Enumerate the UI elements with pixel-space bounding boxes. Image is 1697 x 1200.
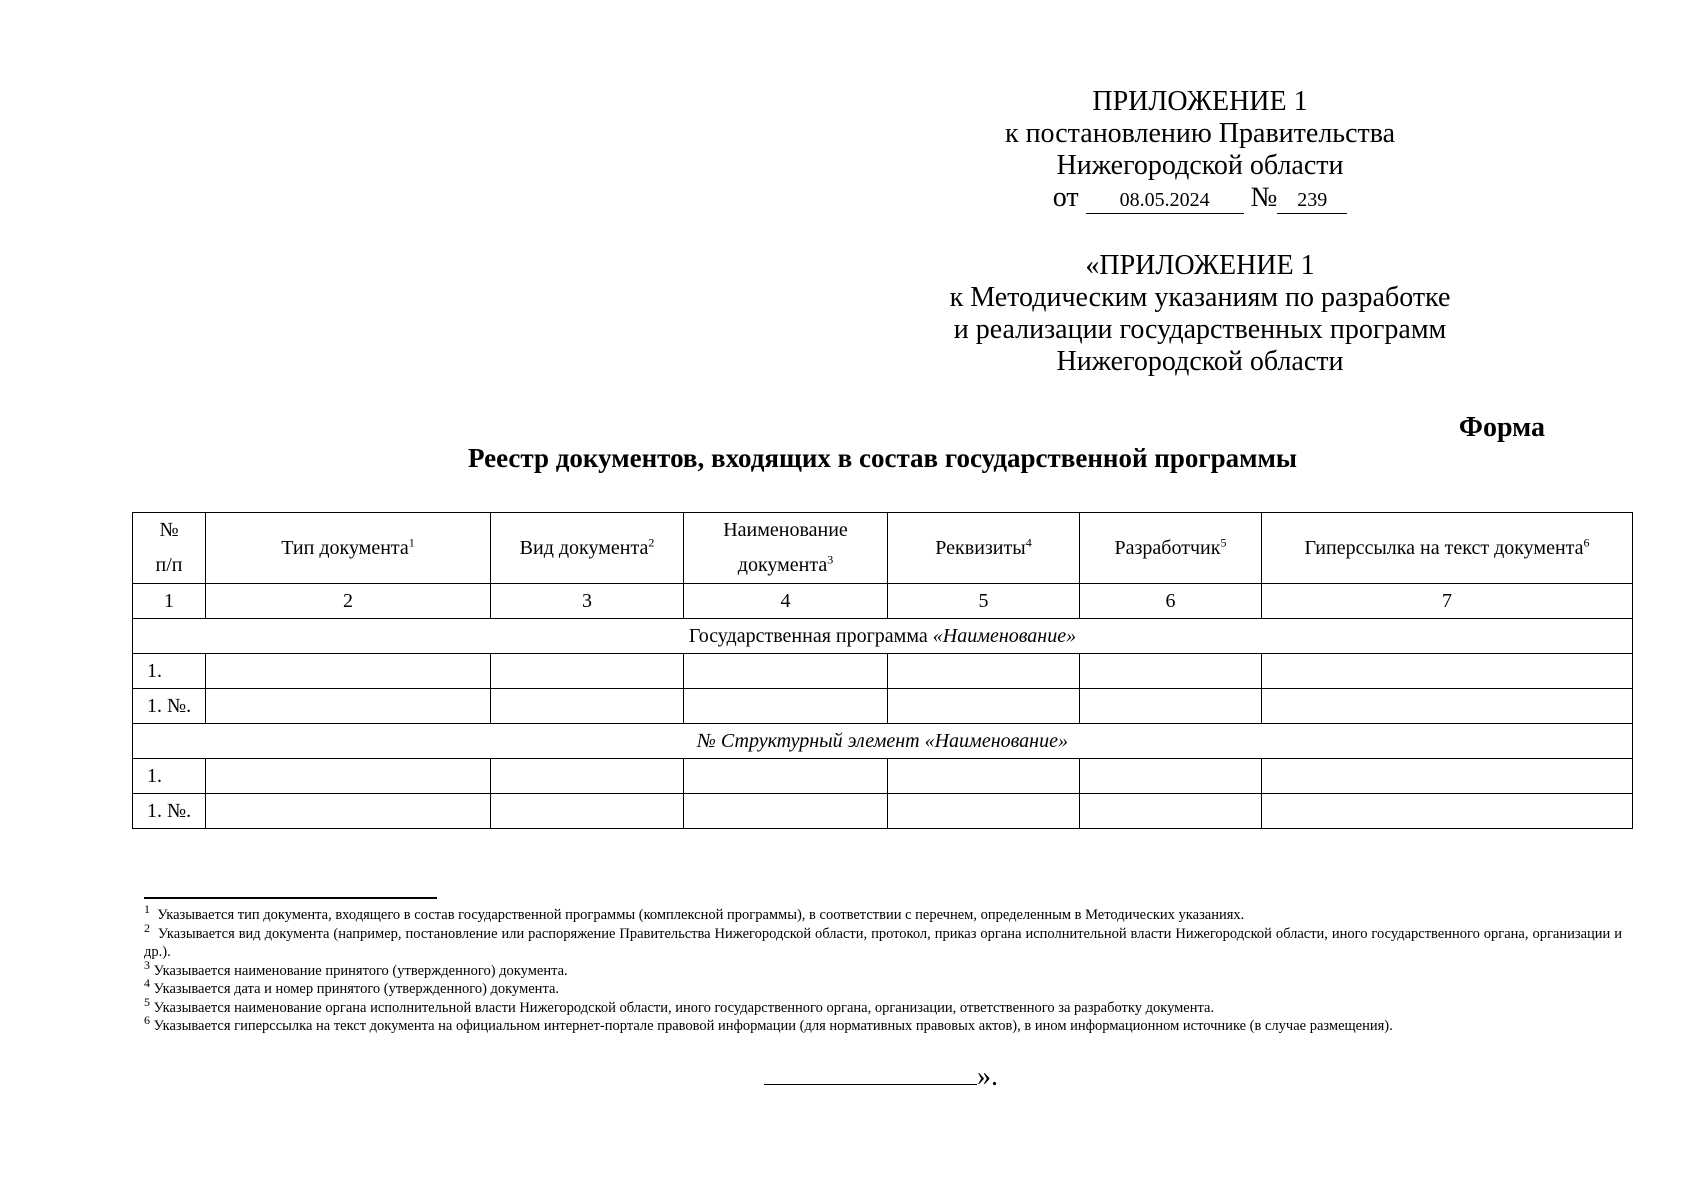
footnote-3: $^3$ Указывается наименование принятого (утвержденного) документа. — [144, 957, 568, 979]
empty-cell — [684, 654, 888, 689]
date-number-line — [930, 182, 1470, 214]
row-number: 1. — [133, 654, 206, 689]
empty-cell — [1262, 794, 1633, 829]
empty-cell — [1262, 654, 1633, 689]
column-number-row — [133, 584, 1633, 619]
form-label: Форма — [1458, 412, 1545, 443]
footnote-4: $^4$ Указывается дата и номер принятого (утвержденного) документа. — [144, 976, 560, 997]
column-number: 5 — [888, 584, 1080, 619]
empty-cell — [491, 794, 684, 829]
empty-cell — [491, 689, 684, 724]
footnotes — [144, 902, 1622, 1036]
empty-cell — [888, 654, 1080, 689]
region-name: Нижегородской области — [1056, 150, 1344, 181]
empty-cell — [1080, 654, 1262, 689]
empty-cell — [491, 654, 684, 689]
column-number: 3 — [491, 584, 684, 619]
guidelines-reference: к Методическим указаниям по разработке — [949, 282, 1451, 313]
empty-cell — [684, 759, 888, 794]
table-row — [133, 654, 1633, 689]
header-cell-doc-kind: Вид документа$^2$ — [491, 513, 684, 584]
date-prefix: от — [1052, 182, 1079, 213]
empty-cell — [206, 654, 491, 689]
appendix-title-quoted: «ПРИЛОЖЕНИЕ 1 — [1085, 250, 1315, 281]
header-cell-developer: Разработчик$^5$ — [1080, 513, 1262, 584]
empty-cell — [1080, 794, 1262, 829]
section-heading-program: Государственная программа «Наименование» — [133, 619, 1633, 654]
header-cell-hyperlink: Гиперссылка на текст документа$^6$ — [1262, 513, 1633, 584]
table-header-row — [133, 513, 1633, 584]
column-number: 2 — [206, 584, 491, 619]
header-cell-requisites: Реквизиты$^4$ — [888, 513, 1080, 584]
column-number: 6 — [1080, 584, 1262, 619]
empty-cell — [206, 794, 491, 829]
empty-cell — [206, 759, 491, 794]
closing-rule — [764, 1060, 977, 1085]
empty-cell — [206, 689, 491, 724]
table-row — [133, 689, 1633, 724]
empty-cell — [684, 794, 888, 829]
document-title: Реестр документов, входящих в состав государственной программы — [468, 443, 1297, 473]
column-number: 4 — [684, 584, 888, 619]
empty-cell — [1262, 759, 1633, 794]
row-number: 1. №. — [133, 794, 206, 829]
empty-cell — [1262, 689, 1633, 724]
row-number: 1. №. — [133, 689, 206, 724]
footnote-6: $^6$ Указывается гиперссылка на текст документа на официальном интернет-портале правовой информации (для нормативных правовых актов), в ином информационном источнике (в случае размещения). — [144, 1013, 1393, 1034]
column-number: 7 — [1262, 584, 1633, 619]
decree-reference: к постановлению Правительства — [1004, 118, 1396, 149]
region-name-2: Нижегородской области — [1056, 346, 1344, 377]
empty-cell — [1080, 759, 1262, 794]
footnote-separator — [144, 897, 437, 899]
decree-number: 239 — [1277, 187, 1347, 214]
section-row-structural — [133, 724, 1633, 759]
decree-date: 08.05.2024 — [1086, 187, 1244, 214]
footnote-5: $^5$ Указывается наименование органа исполнительной власти Нижегородской области, иного государственного органа, организации, ответственного за разработку документа. — [144, 994, 1215, 1016]
header-cell-doc-name: Наименование документа$^3$ — [684, 513, 888, 584]
closing-quote: ». — [764, 1060, 998, 1093]
header-cell-number: № п/п — [133, 513, 206, 584]
approval-header — [930, 86, 1470, 214]
empty-cell — [491, 759, 684, 794]
empty-cell — [1080, 689, 1262, 724]
empty-cell — [888, 689, 1080, 724]
footnote-2: $^2$ Указывается вид документа (например, постановление или распоряжение Правительства Нижегородской области, протокол, приказ органа исполнительной власти Нижегородской области, иного государственного органа, организации и др.). — [144, 920, 1622, 960]
number-sign: № — [1250, 182, 1278, 213]
header-cell-doc-type: Тип документа$^1$ — [206, 513, 491, 584]
empty-cell — [888, 794, 1080, 829]
footnote-1: $^1$ Указывается тип документа, входящего в состав государственной программы (комплексной программы), в соответствии с перечнем, определенным в Методических указаниях. — [144, 902, 1245, 923]
appendix-title: ПРИЛОЖЕНИЕ 1 — [1092, 86, 1308, 117]
table-row — [133, 794, 1633, 829]
row-number: 1. — [133, 759, 206, 794]
section-row-program — [133, 619, 1633, 654]
empty-cell — [888, 759, 1080, 794]
empty-cell — [684, 689, 888, 724]
guidelines-reference-cont: и реализации государственных программ — [953, 314, 1447, 345]
section-heading-structural: № Структурный элемент «Наименование» — [133, 724, 1633, 759]
table-row — [133, 759, 1633, 794]
column-number: 1 — [133, 584, 206, 619]
documents-registry-table — [132, 512, 1633, 829]
appendix-header-quoted — [920, 250, 1480, 378]
